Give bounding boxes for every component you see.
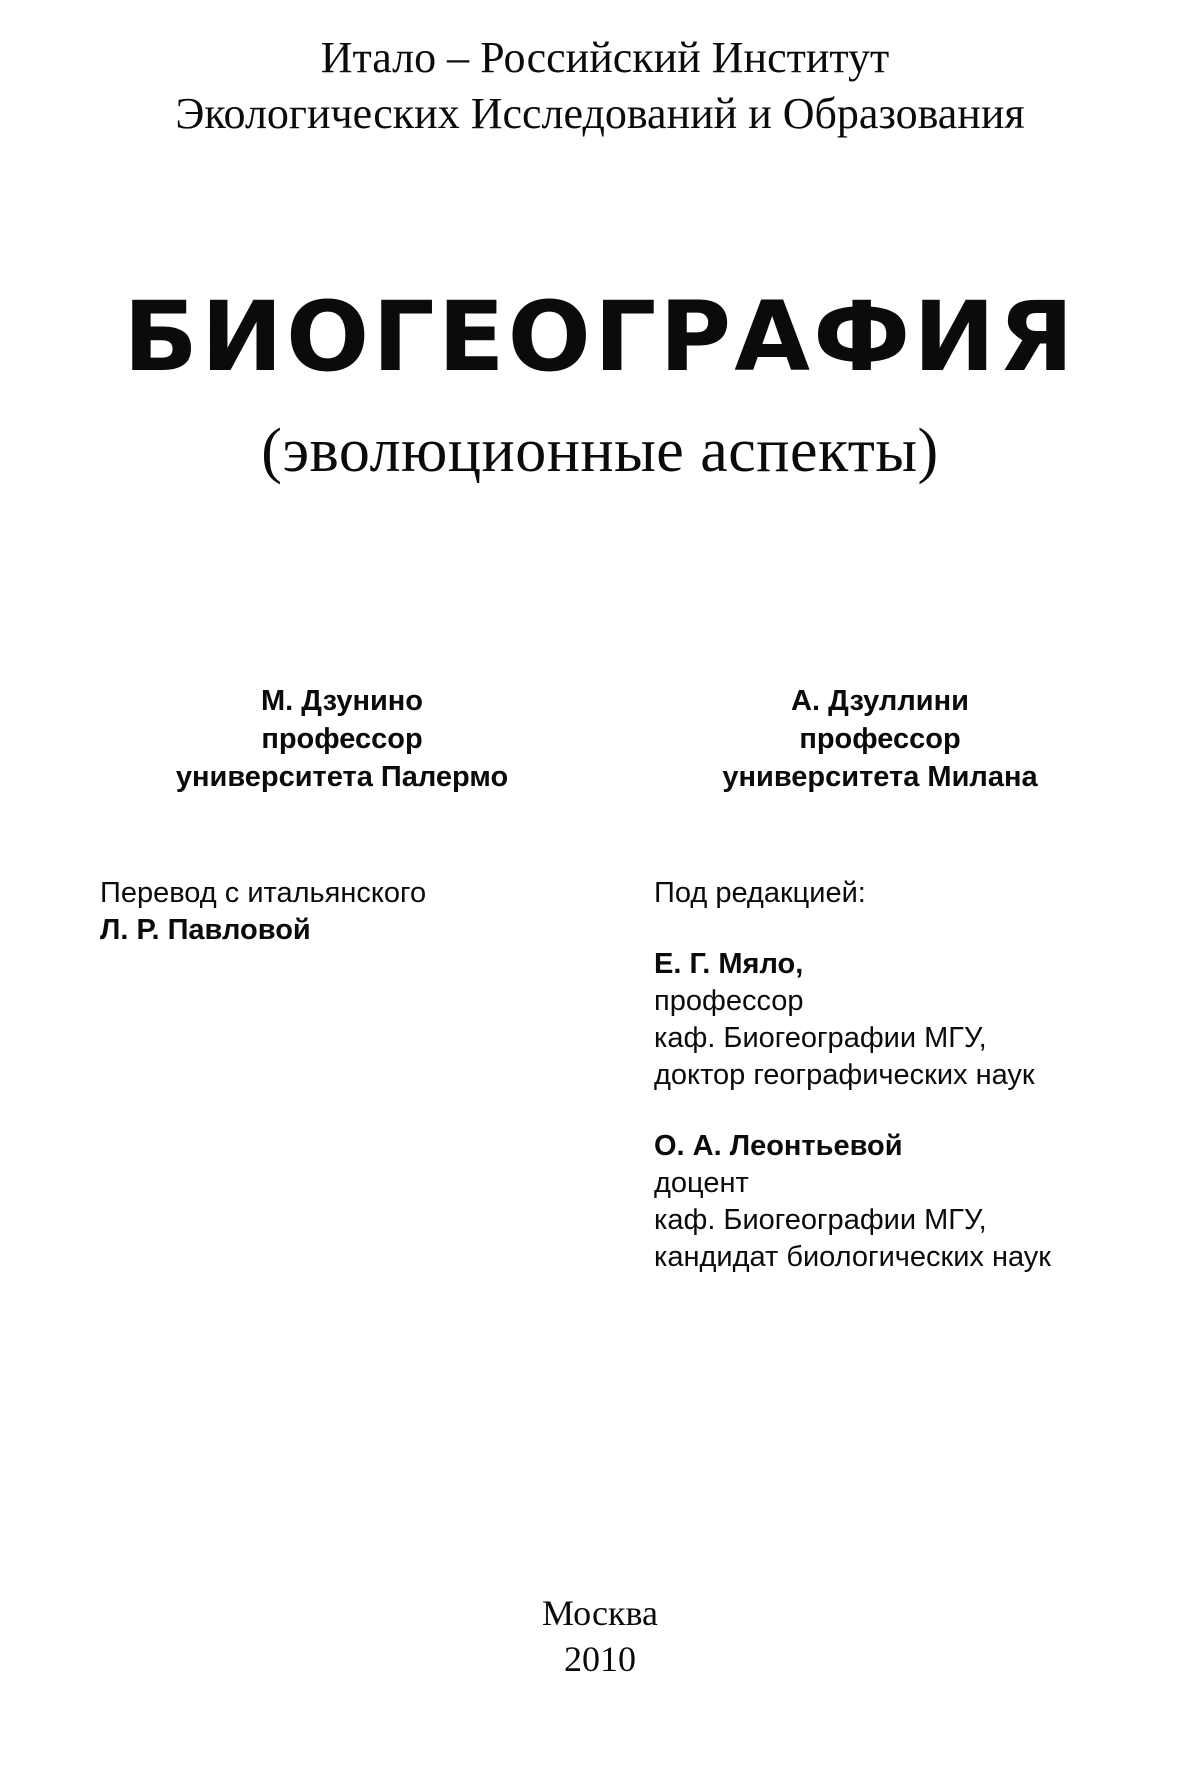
author-block-2 bbox=[640, 682, 1120, 796]
editors-block bbox=[654, 875, 1051, 1276]
institute-line-2: Экологических Исследований и Образования bbox=[175, 89, 1025, 138]
editing-label: Под редакцией: bbox=[654, 877, 866, 909]
author-position: профессор bbox=[799, 723, 961, 755]
author-affiliation: университета Палермо bbox=[175, 761, 509, 793]
editor-degree: кандидат биологических наук bbox=[654, 1241, 1051, 1273]
editor-position: доцент bbox=[654, 1167, 749, 1199]
book-subtitle: (эволюционные аспекты) bbox=[261, 417, 939, 485]
editor-degree: доктор географических наук bbox=[654, 1059, 1035, 1091]
institute-header bbox=[0, 30, 1200, 142]
translation-block bbox=[100, 875, 426, 949]
imprint-footer bbox=[0, 1590, 1200, 1682]
author-affiliation: университета Милана bbox=[722, 761, 1038, 793]
editor-name: Е. Г. Мяло, bbox=[654, 948, 804, 980]
imprint-year: 2010 bbox=[564, 1639, 636, 1679]
imprint-city: Москва bbox=[542, 1593, 658, 1633]
translation-label: Перевод с итальянского bbox=[100, 877, 427, 909]
institute-line-1: Итало – Российский Институт bbox=[320, 33, 890, 82]
editor-1 bbox=[654, 946, 1051, 1094]
editor-name: О. А. Леонтьевой bbox=[654, 1130, 903, 1162]
editor-2 bbox=[654, 1128, 1051, 1276]
editor-department: каф. Биогеографии МГУ, bbox=[654, 1022, 987, 1054]
translator-name: Л. Р. Павловой bbox=[100, 914, 311, 946]
author-block-1 bbox=[102, 682, 582, 796]
book-title: БИОГЕОГРАФИЯ bbox=[123, 281, 1077, 393]
author-position: профессор bbox=[261, 723, 423, 755]
editor-department: каф. Биогеографии МГУ, bbox=[654, 1204, 987, 1236]
author-name: М. Дзунино bbox=[260, 685, 424, 717]
editor-position: профессор bbox=[654, 985, 804, 1017]
author-name: А. Дзуллини bbox=[791, 685, 969, 717]
